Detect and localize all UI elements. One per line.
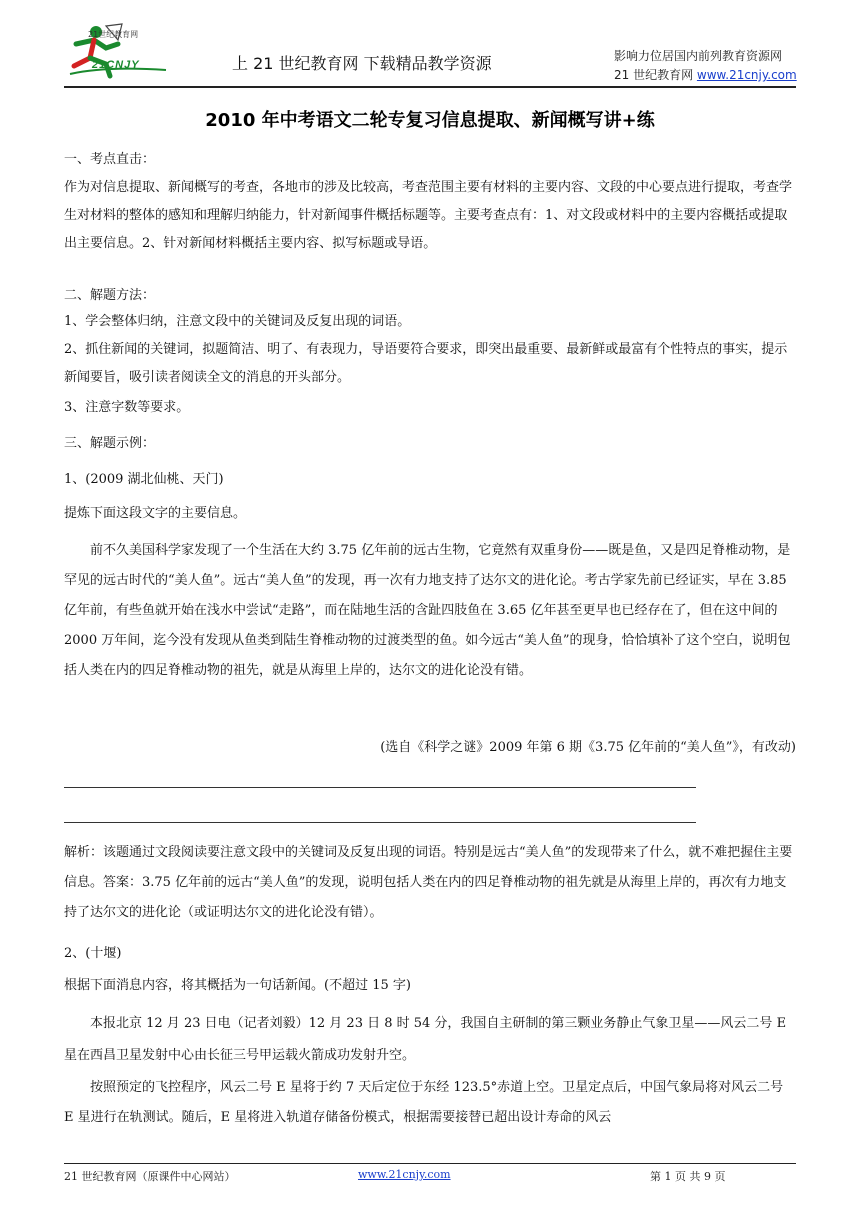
example1-citation: (选自《科学之谜》2009 年第 6 期《3.75 亿年前的“美人鱼”》，有改动) — [380, 740, 796, 755]
logo-en-text: 21CNJY — [92, 59, 140, 71]
header-tagline: 影响力位居国内前列教育资源网 — [614, 49, 783, 63]
footer-page-number: 第 1 页 共 9 页 — [650, 1170, 726, 1183]
example1-analysis: 解析：该题通过文段阅读要注意文段中的关键词及反复出现的词语。特别是远古“美人鱼”的发现带来了什么，就不难把握住主要信息。答案：3.75 亿年前的远古“美人鱼”的发现，说明包括人类在内的四足脊椎动物的祖先就是从海里上岸的，再次有力地支持了达尔文的进化论（或证明达尔文的进化论没有错）。 — [64, 845, 793, 920]
answer-line-1 — [64, 787, 696, 788]
section3-heading: 三、解题示例： — [64, 436, 156, 451]
example1-passage: 前不久美国科学家发现了一个生活在大约 3.75 亿年前的远古生物，它竟然有双重身份——既是鱼，又是四足脊椎动物，是罕见的远古时代的“美人鱼”。远古“美人鱼”的发现，再一次有力地支持了达尔文的进化论。考古学家先前已经证实，早在 3.85 亿年前，有些鱼就开始在浅水中尝试“走路”，而在陆地生活的含趾四肢鱼在 3.65 亿年甚至更早也已经存在了，但在这中间的 2000 万年间，迄今没有发现从鱼类到陆生脊椎动物的过渡类型的鱼。如今远古“美人鱼”的现身，恰恰填补了这个空白，说明包括人类在内的四足脊椎动物的祖先，就是从海里上岸的，达尔文的进化论没有错。 — [64, 543, 791, 678]
example2-source: 2、(十堰) — [64, 946, 122, 961]
page-header — [0, 0, 860, 90]
example1-prompt: 提炼下面这段文字的主要信息。 — [64, 506, 247, 521]
example1-source: 1、(2009 湖北仙桃、天门) — [64, 472, 224, 487]
footer-site-link[interactable]: www.21cnjy.com — [358, 1168, 451, 1181]
logo-cn-text: 21世纪教育网 — [88, 30, 139, 39]
section2-item-1: 1、学会整体归纳，注意文段中的关键词及反复出现的词语。 — [64, 314, 411, 329]
section1-heading: 一、考点直击： — [64, 152, 156, 167]
section2-heading: 二、解题方法： — [64, 288, 156, 303]
header-site-line — [614, 66, 797, 83]
header-slogan: 上 21 世纪教育网 下载精品教学资源 — [232, 54, 492, 73]
section2-item-2: 2、抓住新闻的关键词，拟题简洁、明了、有表现力，导语要符合要求，即突出最重要、最新鲜或最富有个性特点的事实，提示新闻要旨，吸引读者阅读全文的消息的开头部分。 — [64, 342, 788, 385]
example2-paragraph-2: 按照预定的飞控程序，风云二号 E 星将于约 7 天后定位于东经 123.5°赤道上空。卫星定点后，中国气象局将对风云二号 E 星进行在轨测试。随后，E 星将进入轨道存储备份模式，根据需要接替已超出设计寿命的风云 — [64, 1080, 784, 1125]
section2-item-3: 3、注意字数等要求。 — [64, 400, 190, 415]
section1-text: 作为对信息提取、新闻概写的考查，各地市的涉及比较高，考查范围主要有材料的主要内容、文段的中心要点进行提取，考查学生对材料的整体的感知和理解归纳能力，针对新闻事件概括标题等。主要考查点有：1、对文段或材料中的主要内容概括或提取出主要信息。2、针对新闻材料概括主要内容、拟写标题或导语。 — [64, 180, 793, 251]
example2-prompt: 根据下面消息内容，将其概括为一句话新闻。(不超过 15 字) — [64, 978, 411, 993]
document-title: 2010 年中考语文二轮专复习信息提取、新闻概写讲+练 — [205, 110, 655, 131]
example2-paragraph-1: 本报北京 12 月 23 日电（记者刘毅）12 月 23 日 8 时 54 分，我国自主研制的第三颗业务静止气象卫星——风云二号 E 星在西昌卫星发射中心由长征三号甲运载火箭成功发射升空。 — [64, 1016, 787, 1063]
header-divider — [64, 86, 796, 88]
answer-line-2 — [64, 822, 696, 823]
header-site-link[interactable]: www.21cnjy.com — [696, 68, 797, 82]
footer-divider — [64, 1163, 796, 1164]
header-site-prefix: 21 世纪教育网 — [614, 68, 697, 82]
footer-site-name: 21 世纪教育网（原课件中心网站） — [64, 1170, 236, 1183]
